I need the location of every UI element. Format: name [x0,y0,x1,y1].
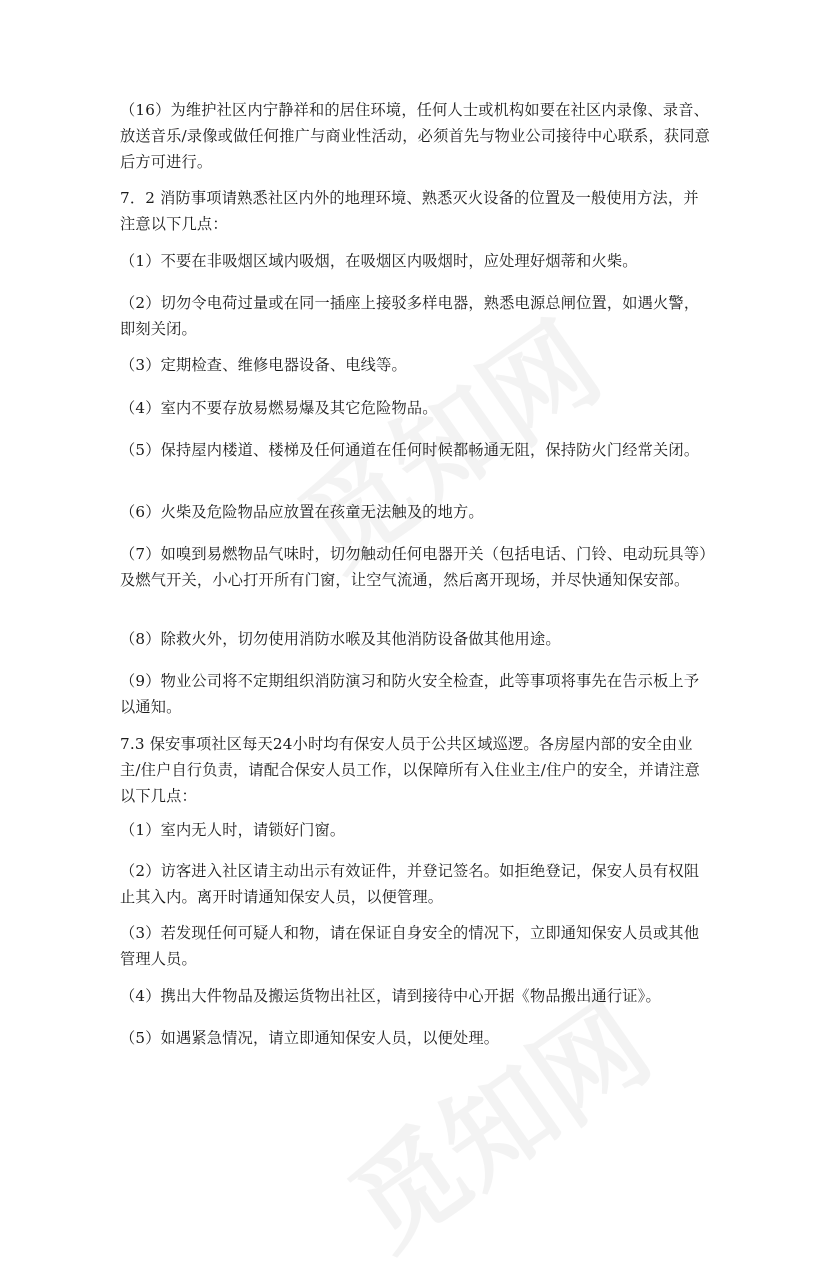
paragraph-security-2: （2）访客进入社区请主动出示有效证件，并登记签名。如拒绝登记，保安人员有权阻止其入内。离开时请通知保安人员，以便管理。 [120,862,700,906]
paragraph-security-1: （1）室内无人时，请锁好门窗。 [120,821,346,839]
paragraph-security-4: （4）携出大件物品及搬运货物出社区，请到接待中心开据《物品搬出通行证》。 [120,987,661,1005]
paragraph-fire-6: （6）火柴及危险物品应放置在孩童无法触及的地方。 [120,503,484,521]
paragraph-security-3: （3）若发现任何可疑人和物，请在保证自身安全的情况下，立即通知保安人员或其他管理人员。 [120,924,700,968]
paragraph-fire-7: （7）如嗅到易燃物品气味时，切勿触动任何电器开关（包括电话、门铃、电动玩具等）及燃气开关，小心打开所有门窗，让空气流通，然后离开现场，并尽快通知保安部。 [120,545,707,589]
paragraph-16-recording: （16）为维护社区内宁静祥和的居住环境，任何人士或机构如要在社区内录像、录音、放送音乐/录像或做任何推广与商业性活动，必须首先与物业公司接待中心联系，获同意后方可进行。 [120,101,711,171]
paragraph-7-3-security: 7.3 保安事项社区每天24小时均有保安人员于公共区域巡逻。各房屋内部的安全由业主/住户自行负责，请配合保安人员工作，以保障所有入住业主/住户的安全，并请注意以下几点： [120,735,700,805]
paragraph-fire-5: （5）保持屋内楼道、楼梯及任何通道在任何时候都畅通无阻，保持防火门经常关闭。 [120,441,700,459]
paragraph-fire-3: （3）定期检查、维修电器设备、电线等。 [120,356,407,374]
paragraph-fire-9: （9）物业公司将不定期组织消防演习和防火安全检查，此等事项将事先在告示板上予以通知。 [120,672,700,716]
paragraph-fire-1: （1）不要在非吸烟区域内吸烟，在吸烟区内吸烟时，应处理好烟蒂和火柴。 [120,252,638,270]
paragraph-fire-2: （2）切勿令电荷过量或在同一插座上接驳多样电器，熟悉电源总闸位置，如遇火警，即刻关闭。 [120,294,700,338]
paragraph-7-2-fire-safety: 7．2 消防事项请熟悉社区内外的地理环境、熟悉灭火设备的位置及一般使用方法，并注意以下几点： [120,189,699,233]
paragraph-fire-8: （8）除救火外，切勿使用消防水喉及其他消防设备做其他用途。 [120,630,561,648]
paragraph-fire-4: （4）室内不要存放易燃易爆及其它危险物品。 [120,399,438,417]
paragraph-security-5: （5）如遇紧急情况，请立即通知保安人员，以便处理。 [120,1029,500,1047]
